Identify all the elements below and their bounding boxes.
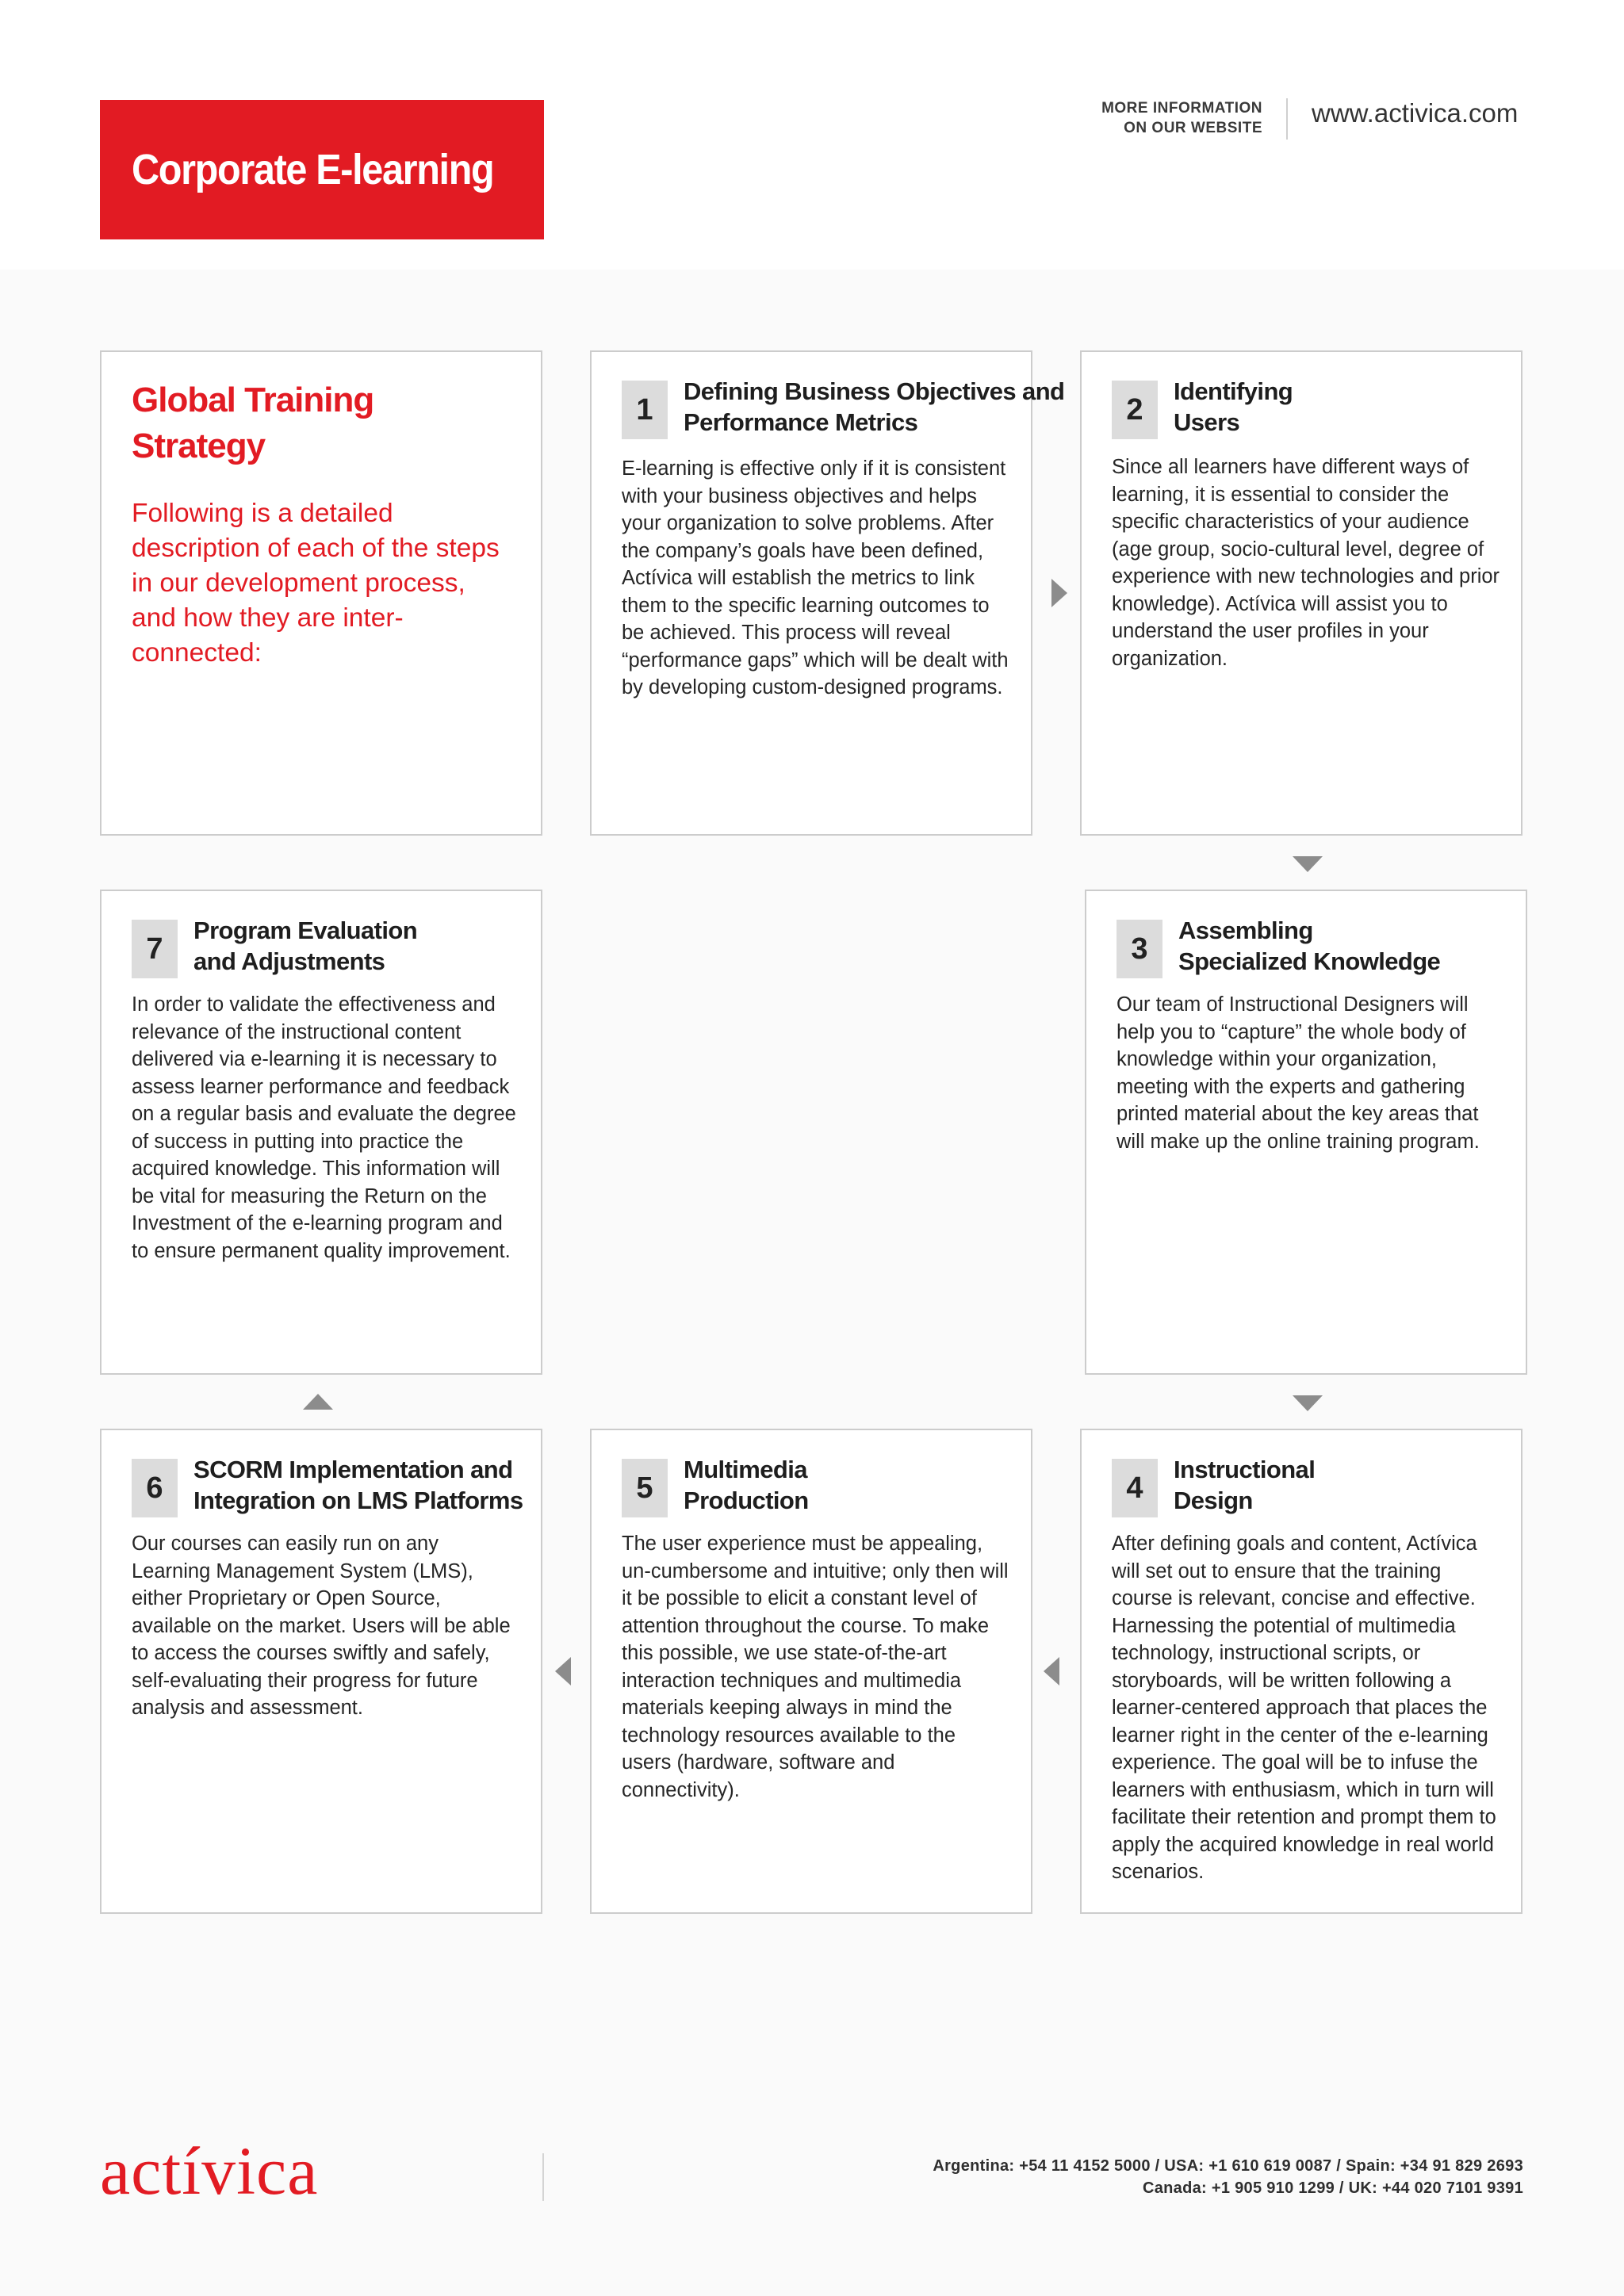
step-number-badge: 2 (1112, 381, 1158, 439)
step-heading (193, 1454, 527, 1516)
intro-title (132, 377, 512, 469)
step-heading (684, 1454, 1017, 1516)
contact-phones (933, 2155, 1523, 2199)
intro-text-line: Following is a detailed (132, 499, 393, 528)
page-title: Corporate E-learning (132, 146, 494, 193)
step-body: In order to validate the effectiveness and relevance of the instructional content delivered via e-learning it is necessary to assess learner performance and feedback on a regular basis and evaluate the degree of success in putting into practice the acquired knowledge. This information will be vital for measuring the Return on the Investment of the e-learning program and to ensure permanent quality improvement. (132, 993, 516, 1262)
step-heading (1174, 376, 1507, 438)
step-card-1 (590, 350, 1065, 836)
step-heading (684, 376, 1065, 438)
more-info-line1: MORE INFORMATION (1101, 100, 1262, 117)
intro-text (132, 496, 520, 671)
step-number-badge: 1 (622, 381, 668, 439)
step-heading-line1: Program Evaluation (193, 916, 418, 944)
intro-text-line: in our development process, (132, 568, 465, 598)
arrow-down-icon (1293, 856, 1323, 872)
step-heading-line1: Instructional (1174, 1456, 1316, 1483)
arrow-left-icon (555, 1657, 571, 1686)
intro-title-line2: Strategy (132, 427, 266, 465)
step-number-badge: 3 (1116, 920, 1162, 978)
step-body: After defining goals and content, Actívica will set out to ensure that the training course is relevant, concise and effective. Harnessing the potential of multimedia technology, instructional scripts, or storyboards, will be written following a learner-centered approach that places the learner right in the center of the e-learning experience. The goal will be to infuse the learners with enthusiasm, which in turn will facilitate their retention and prompt them to apply the acquired knowledge in real world scenarios. (1112, 1533, 1496, 1883)
header-divider (1286, 98, 1288, 140)
step-heading-line2: Specialized Knowledge (1178, 947, 1441, 975)
step-card-4 (1080, 1429, 1522, 1914)
intro-card (100, 350, 542, 836)
intro-text-line: and how they are inter- (132, 603, 404, 633)
activica-logo: actívica (100, 2133, 319, 2209)
step-heading-line2: Production (684, 1487, 809, 1514)
step-heading-line2: Users (1174, 408, 1240, 436)
step-heading-line1: Defining Business Objectives and (684, 377, 1065, 405)
contacts-line2: Canada: +1 905 910 1299 / UK: +44 020 7101 9391 (1143, 2179, 1523, 2197)
step-body: The user experience must be appealing, un-cumbersome and intuitive; only then will it be possible to elicit a constant level of attention throughout the course. To make this possible, we use state-of-the-art interaction techniques and multimedia materials keeping always in mind the technology resources available to the users (hardware, software and connectivity). (622, 1533, 1009, 1801)
footer-divider (542, 2153, 544, 2201)
step-heading-line1: Assembling (1178, 916, 1313, 944)
step-card-7 (100, 890, 542, 1375)
step-heading-line1: Identifying (1174, 377, 1293, 405)
step-number-badge: 4 (1112, 1459, 1158, 1517)
step-heading-line2: Design (1174, 1487, 1253, 1514)
website-link[interactable]: www.activica.com (1312, 98, 1519, 128)
step-heading (193, 915, 527, 977)
step-body: Our team of Instructional Designers will help you to “capture” the whole body of knowledge within your organization, meeting with the experts and gathering printed material about the key areas that will make up the online training program. (1116, 993, 1480, 1153)
arrow-up-icon (303, 1394, 333, 1410)
step-card-2 (1080, 350, 1522, 836)
page-title-banner (100, 100, 544, 239)
step-number-badge: 7 (132, 920, 178, 978)
step-heading-line1: Multimedia (684, 1456, 807, 1483)
step-heading-line2: Performance Metrics (684, 408, 918, 436)
arrow-left-icon (1044, 1657, 1059, 1686)
intro-text-line: description of each of the steps (132, 534, 500, 563)
arrow-down-icon (1293, 1395, 1323, 1411)
step-body: E-learning is effective only if it is consistent with your business objectives and helps your organization to solve problems. After the company’s goals have been defined, Actívica will establish the metrics to link them to the specific learning outcomes to be achieved. This process will reveal “performance gaps” which will be dealt with by developing custom-designed programs. (622, 457, 1009, 698)
step-card-5 (590, 1429, 1032, 1914)
step-heading (1178, 915, 1511, 977)
more-info-line2: ON OUR WEBSITE (1124, 120, 1262, 136)
arrow-right-icon (1051, 579, 1067, 607)
step-body: Since all learners have different ways of learning, it is essential to consider the specific characteristics of your audience (age group, socio-cultural level, degree of experience with new technologies and prior knowledge). Actívica will assist you to understand the user profiles in your organization. (1112, 456, 1500, 670)
step-heading-line2: and Adjustments (193, 947, 385, 975)
more-info-label (1101, 98, 1262, 138)
intro-title-line1: Global Training (132, 381, 374, 419)
step-body: Our courses can easily run on any Learning Management System (LMS), either Proprietary or Open Source, available on the market. Users will be able to access the courses swiftly and safely, self-evaluating their progress for future analysis and assessment. (132, 1533, 511, 1719)
step-number-badge: 6 (132, 1459, 178, 1517)
intro-text-line: connected: (132, 638, 262, 668)
step-heading-line1: SCORM Implementation and (193, 1456, 513, 1483)
step-number-badge: 5 (622, 1459, 668, 1517)
step-card-3 (1085, 890, 1527, 1375)
step-card-6 (100, 1429, 542, 1914)
step-heading-line2: Integration on LMS Platforms (193, 1487, 523, 1514)
step-heading (1174, 1454, 1507, 1516)
contacts-line1: Argentina: +54 11 4152 5000 / USA: +1 610 619 0087 / Spain: +34 91 829 2693 (933, 2157, 1523, 2175)
